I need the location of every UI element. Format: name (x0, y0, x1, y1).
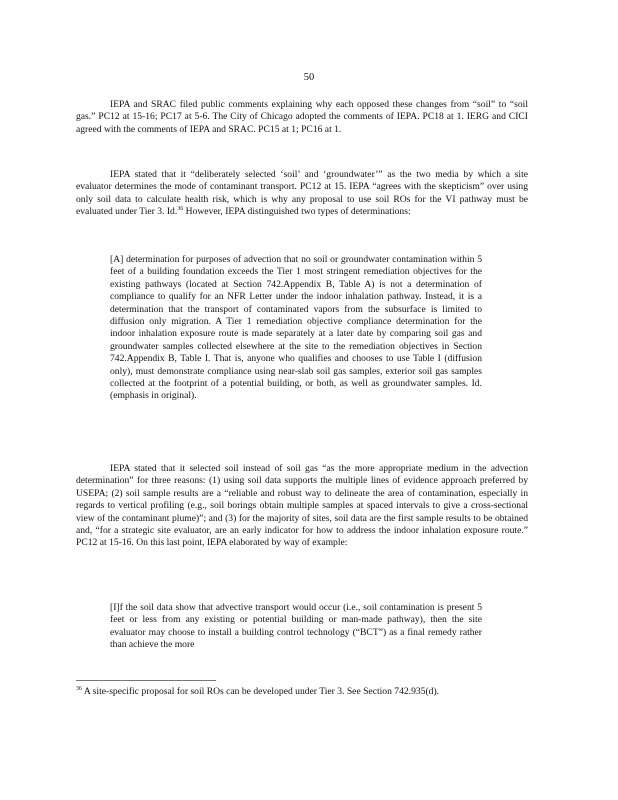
paragraph-1: IEPA and SRAC filed public comments explaining why each opposed these changes from “soil” to “soil gas.” PC12 at 15-16; PC17 at 5-6. The City of Chicago adopted the comments of IEPA. PC18 at 1. IERG and CICI agreed with the comments of IEPA and SRAC. PC15 at 1; PC16 at 1. (76, 99, 528, 135)
footnote-reference: 36 (177, 206, 184, 213)
footnote-separator (76, 680, 216, 681)
paragraph-2 (76, 169, 528, 219)
block-quote-2: [I]f the soil data show that advective transport would occur (i.e., soil contamination is present 5 feet or less from any existing or potential building or man-made pathway), then the site evaluator may choose to install a building control technology (“BCT”) as a final remedy rather than achieve the more (110, 602, 482, 651)
footnote-text: A site-specific proposal for soil ROs can be developed under Tier 3. See Section 742.935(d). (83, 686, 440, 697)
paragraph-3: IEPA stated that it selected soil instead of soil gas “as the more appropriate medium in the advection determination” for three reasons: (1) using soil data supports the multiple lines of evidence approach preferred by USEPA; (2) soil sample results are a “reliable and robust way to delineate the area of contamination, especially in regards to vertical profiling (e.g., soil borings obtain multiple samples at spaced intervals to give a cross-sectional view of the contaminant plume)”; and (3) for the majority of sites, soil data are the first sample results to be obtained and, “for a strategic site evaluator, are an early indicator for how to address the indoor inhalation exposure route.” PC12 at 15-16. On this last point, IEPA elaborated by way of example: (76, 463, 528, 549)
block-quote-1: [A] determination for purposes of advection that no soil or groundwater contamination within 5 feet of a building foundation exceeds the Tier 1 most stringent remediation objectives for the existing pathways (located at Section 742.Appendix B, Table A) is not a determination of compliance to qualify for an NFR Letter under the indoor inhalation pathway. Instead, it is a determination that the transport of contaminated vapors from the subsurface is limited to diffusion only migration. A Tier 1 remediation objective compliance determination for the indoor inhalation exposure route is made separately at a later date by comparing soil gas and groundwater samples collected elsewhere at the site to the remediation objectives in Section 742.Appendix B, Table I. That is, anyone who qualifies and chooses to use Table I (diffusion only), must demonstrate compliance using near-slab soil gas samples, exterior soil gas samples collected at the footprint of a potential building, or both, as well as groundwater samples. Id. (emphasis in original). (110, 254, 482, 402)
footnote-marker: 36 (76, 685, 82, 692)
footnote (76, 686, 528, 698)
page-number: 50 (303, 72, 315, 83)
paragraph-2-continued: However, IEPA distinguished two types of determinations: (185, 206, 411, 218)
paragraph-2-text: IEPA stated that it “deliberately selected ‘soil’ and ‘groundwater’” as the two media by which a site evaluator determines the mode of contaminant transport. PC12 at 15. IEPA “agrees with the skepticism” over using only soil data to calculate health risk, which is why any proposal to use soil ROs for the VI pathway must be evaluated under Tier 3. Id. (76, 169, 528, 218)
